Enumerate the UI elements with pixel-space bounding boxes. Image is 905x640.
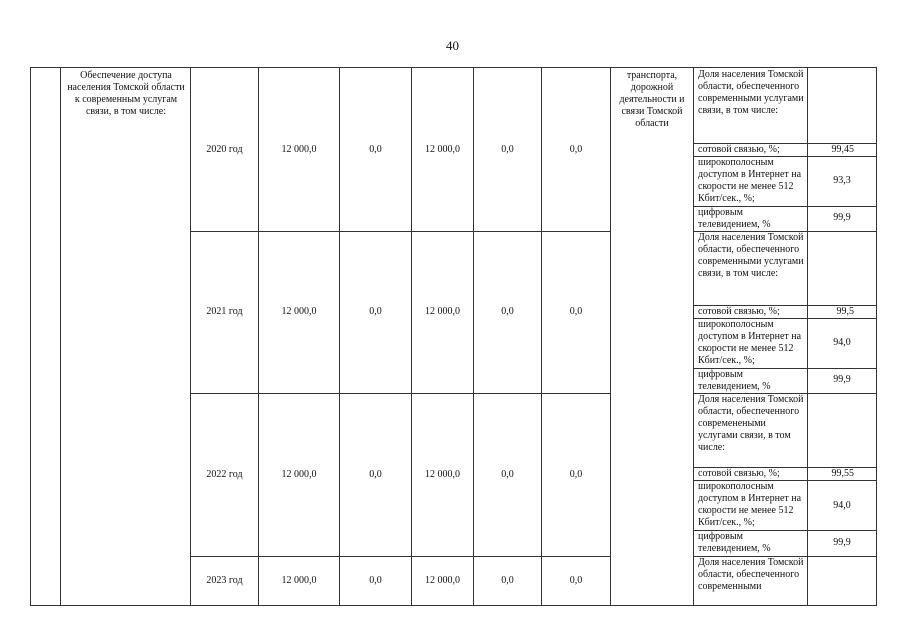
indicator-value: 99,9	[833, 537, 851, 548]
regional-value: 12 000,0	[425, 306, 460, 317]
total-value: 12 000,0	[281, 469, 317, 480]
year-label: 2020 год	[206, 144, 243, 155]
indicator-header: Доля населения Томской области, обеспеченного современными услугами связи, в том числе:	[698, 69, 804, 116]
year-divider-1	[190, 231, 610, 232]
local-value: 0,0	[501, 469, 514, 480]
indicator-label: сотовой связью, %;	[698, 468, 780, 479]
indicator-value: 99,5	[836, 306, 854, 317]
indicator-label: цифровым телевидением, %	[698, 531, 771, 554]
total-value: 12 000,0	[281, 306, 317, 317]
local-value: 0,0	[501, 306, 514, 317]
other-value: 0,0	[569, 469, 583, 480]
indicator-label: сотовой связью, %;	[698, 306, 780, 317]
indicator-label: цифровым телевидением, %	[698, 369, 771, 392]
col-line	[30, 67, 31, 606]
other-value: 0,0	[569, 144, 583, 155]
year-divider-2	[190, 393, 610, 394]
indicator-value: 94,0	[833, 337, 851, 348]
year-label: 2021 год	[206, 306, 243, 317]
indicator-label: цифровым телевидением, %	[698, 207, 771, 230]
federal-value: 0,0	[369, 469, 382, 480]
indicator-header: Доля населения Томской области, обеспеченного современными услугами связи, в том числе:	[698, 232, 804, 279]
indicator-label: широкополосным доступом в Интернет на скорости не менее 512 Кбит/сек., %;	[698, 157, 802, 204]
year-label: 2022 год	[206, 469, 243, 480]
total-value: 12 000,0	[281, 144, 317, 155]
task-title: Обеспечение доступа населения Томской области к современным услугам связи, в том числе:	[67, 70, 185, 117]
col-line	[876, 67, 877, 606]
indicator-value: 99,55	[831, 468, 854, 479]
indicator-value: 94,0	[833, 500, 851, 511]
federal-value: 0,0	[369, 306, 382, 317]
regional-value: 12 000,0	[425, 575, 460, 586]
indicator-value: 99,45	[831, 144, 854, 155]
executor-cell: транспорта, дорожной деятельности и связи Томской области	[619, 70, 685, 129]
regional-value: 12 000,0	[425, 144, 460, 155]
federal-value: 0,0	[369, 144, 382, 155]
local-value: 0,0	[501, 575, 514, 586]
indicator-value: 93,3	[833, 175, 851, 186]
year-divider-3	[190, 556, 610, 557]
year-label: 2023 год	[206, 575, 243, 586]
federal-value: 0,0	[369, 575, 382, 586]
indicator-label: широкополосным доступом в Интернет на скорости не менее 512 Кбит/сек., %;	[698, 481, 802, 528]
col-line	[60, 67, 61, 606]
col-line	[693, 67, 694, 606]
other-value: 0,0	[569, 575, 583, 586]
page-number: 40	[446, 38, 459, 53]
local-value: 0,0	[501, 144, 514, 155]
other-value: 0,0	[569, 306, 583, 317]
indicator-value: 99,9	[833, 212, 851, 223]
indicator-label: широкополосным доступом в Интернет на скорости не менее 512 Кбит/сек., %;	[698, 319, 802, 366]
indicator-value: 99,9	[833, 374, 851, 385]
indicator-label: сотовой связью, %;	[698, 144, 780, 155]
table-border-top	[30, 67, 876, 68]
indicator-header: Доля населения Томской области, обеспеченного современными	[698, 557, 804, 592]
regional-value: 12 000,0	[425, 469, 460, 480]
col-line	[610, 67, 611, 606]
total-value: 12 000,0	[281, 575, 317, 586]
indicator-header: Доля населения Томской области, обеспеченного современеными услугами связи, в том числе:	[698, 394, 804, 453]
table-border-bottom	[30, 605, 876, 606]
